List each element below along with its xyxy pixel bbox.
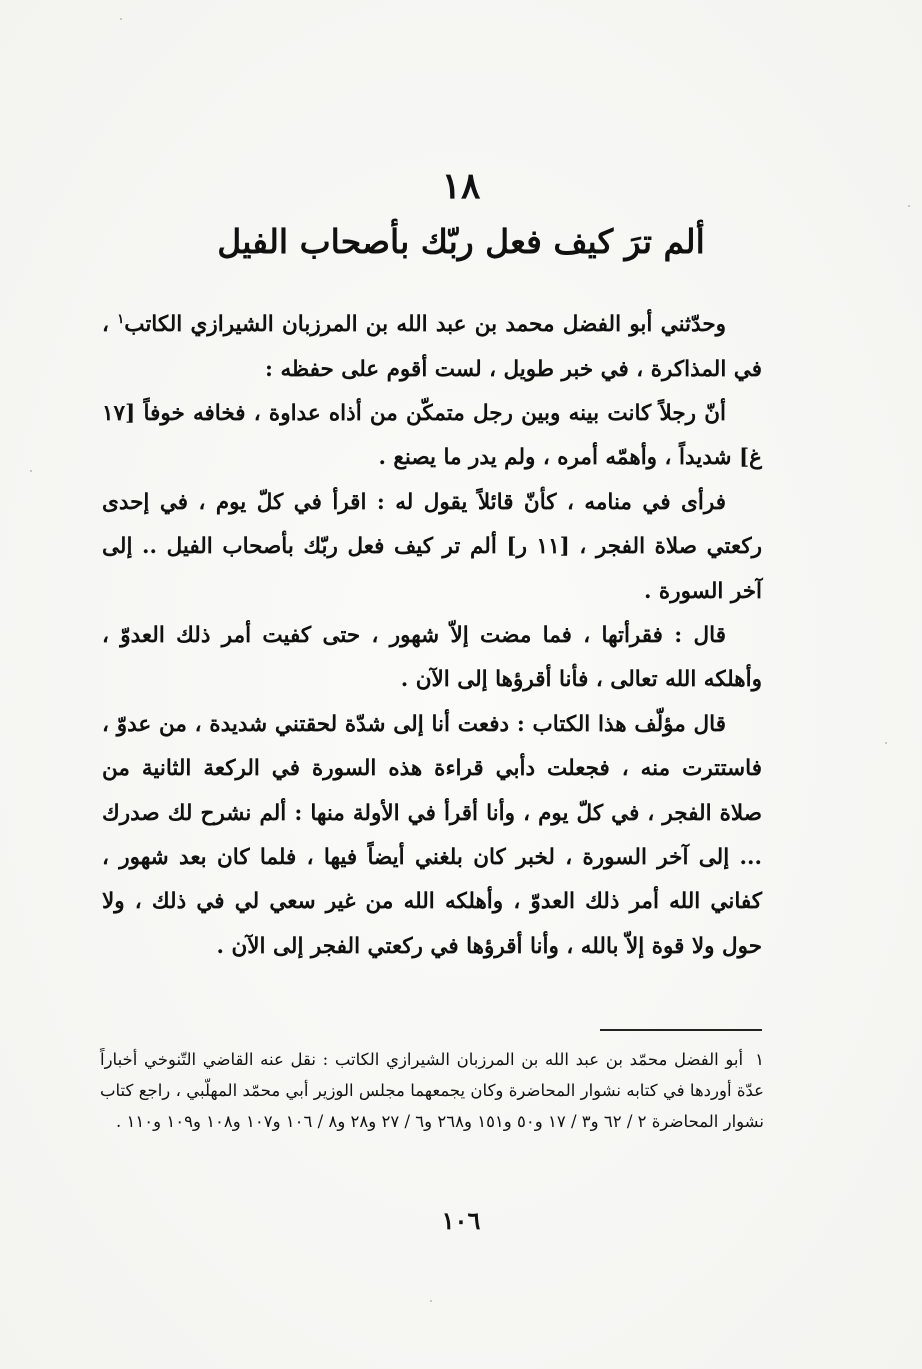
paragraph-text: وحدّثني أبو الفضل محمد بن عبد الله بن المرزبان الشيرازي الكاتب: [124, 312, 726, 338]
paragraph: فرأى في منامه ، كأنّ قائلاً يقول له : اقرأ في كلّ يوم ، في إحدى ركعتي صلاة الفجر ، [١١ ر] ألم تر كيف فعل ربّك بأصحاب الفيل .. إلى آخر السورة .: [102, 489, 762, 604]
footnote: [100, 1044, 764, 1137]
paper-speck: [120, 18, 122, 20]
chapter-number: ١٨: [441, 165, 481, 207]
paragraph-text-continued: ، في المذاكرة ، في خبر طويل ، لست أقوم على حفظه :: [102, 312, 762, 382]
paragraph: [102, 298, 762, 392]
body-text: [102, 298, 762, 969]
page-number: ١٠٦: [441, 1206, 481, 1235]
paper-speck: [430, 1300, 432, 1302]
paper-speck: [885, 742, 887, 744]
paper-speck: [908, 205, 910, 207]
footnotes: [100, 1044, 764, 1137]
paragraph: قال : فقرأتها ، فما مضت إلاّ شهور ، حتى كفيت أمر ذلك العدوّ ، وأهلكه الله تعالى ، فأنا أقرؤها إلى الآن .: [102, 623, 762, 693]
footnote-reference[interactable]: ١: [117, 312, 125, 327]
chapter-title: ألم ترَ كيف فعل ربّك بأصحاب الفيل: [217, 222, 705, 261]
footnote-marker: ١: [755, 1050, 764, 1069]
paragraph: أنّ رجلاً كانت بينه وبين رجل متمكّن من أذاه عداوة ، فخافه خوفاً [١٧ غ] شديداً ، وأهمّه أمره ، ولم يدر ما يصنع .: [102, 400, 762, 471]
footnote-separator: [600, 1029, 762, 1031]
paragraph: قال مؤلّف هذا الكتاب : دفعت أنا إلى شدّة لحقتني شديدة ، من عدوّ ، فاستترت منه ، فجعلت دأبي قراءة هذه السورة في الركعة الثانية من صلاة الفجر ، في كلّ يوم ، وأنا أقرأ في الأولة منها : ألم نشرح لك صدرك ... إلى آخر السورة ، لخبر كان بلغني أيضاً فيها ، فلما كان بعد شهور ، كفاني الله أمر ذلك العدوّ ، وأهلكه الله من غير سعي لي في ذلك ، ولا حول ولا قوة إلاّ بالله ، وأنا أقرؤها في ركعتي الفجر إلى الآن .: [102, 711, 762, 959]
paper-speck: [30, 470, 32, 472]
footnote-text: أبو الفضل محمّد بن عبد الله بن المرزبان الشيرازي الكاتب : نقل عنه القاضي التّنوخي أخباراً عدّة أوردها في كتابه نشوار المحاضرة وكان يجمعهما مجلس الوزير أبي محمّد المهلّبي ، راجع كتاب نشوار المحاضرة ٢ / ٦٢ و٣ / ١٧ و٥٠ و١٥١ و٢٦٨ و٦ / ٢٧ و٢٨ و٨ / ١٠٦ و١٠٧ و١٠٨ و١٠٩ و١١٠ .: [100, 1050, 764, 1131]
